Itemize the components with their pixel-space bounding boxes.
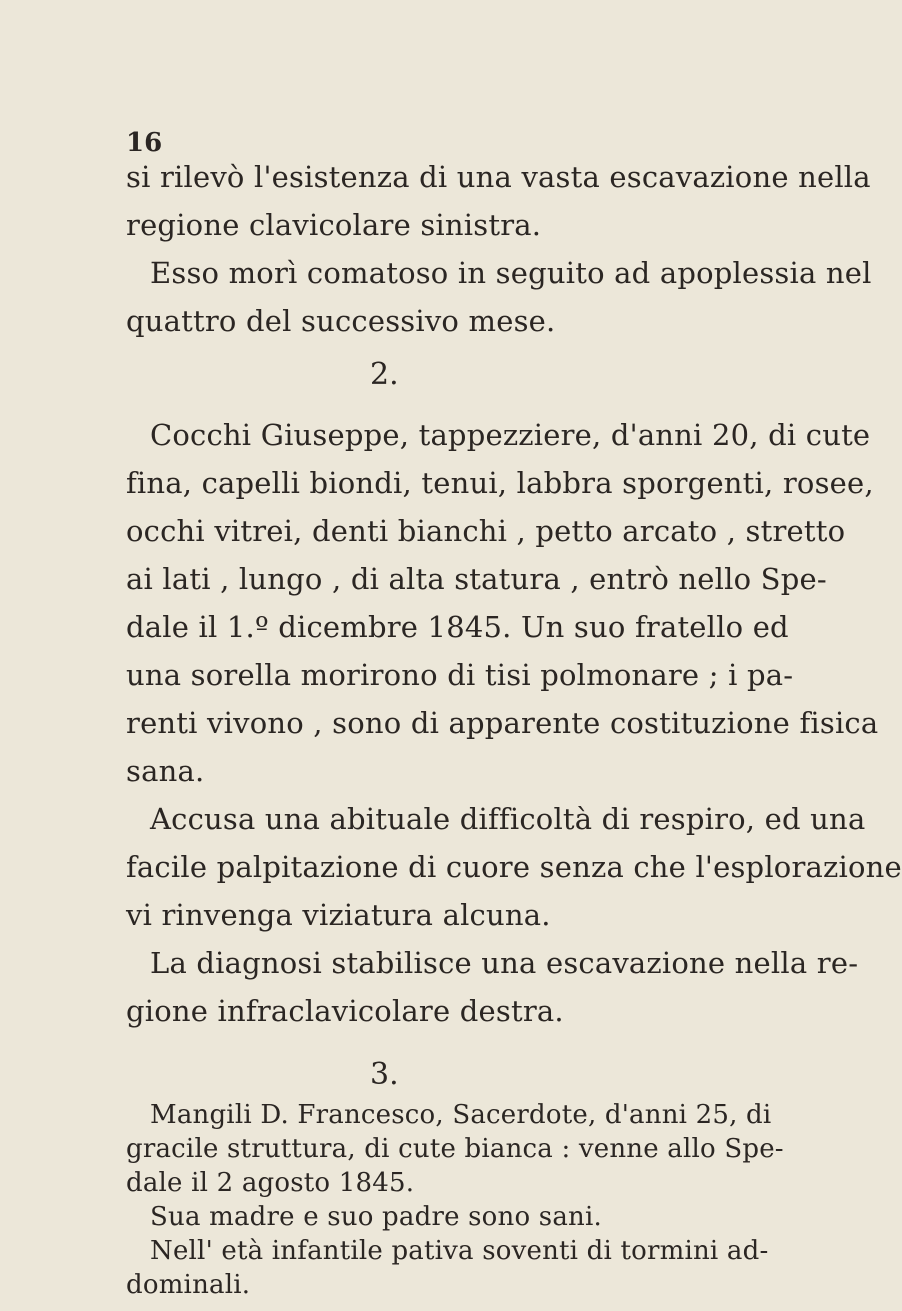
text-line: La diagnosi stabilisce una escavazione nella re- (150, 946, 859, 980)
page-number: 16 (126, 128, 163, 158)
text-line: vi rinvenga viziatura alcuna. (126, 898, 551, 932)
text-line: sana. (126, 754, 205, 788)
text-line: quattro del successivo mese. (126, 304, 556, 338)
case-number: 2. (370, 357, 399, 392)
text-line: fina, capelli biondi, tenui, labbra sporgenti, rosee, (126, 466, 874, 500)
text-line: gracile struttura, di cute bianca : venne allo Spe- (126, 1134, 784, 1164)
text-line: ai lati , lungo , di alta statura , entrò nello Spe- (126, 562, 827, 596)
text-line: facile palpitazione di cuore senza che l'esplorazione (126, 850, 902, 884)
text-line: una sorella morirono di tisi polmonare ; i pa- (126, 658, 794, 692)
text-line: renti vivono , sono di apparente costituzione fisica (126, 706, 879, 740)
case-number: 3. (370, 1057, 399, 1092)
text-line: dale il 1.º dicembre 1845. Un suo fratello ed (126, 610, 789, 644)
text-line: gione infraclavicolare destra. (126, 994, 564, 1028)
text-line: Sua madre e suo padre sono sani. (150, 1202, 602, 1232)
text-line: Esso morì comatoso in seguito ad apoplessia nel (150, 256, 872, 290)
text-line: si rilevò l'esistenza di una vasta escavazione nella (126, 160, 871, 194)
text-line: dominali. (126, 1270, 251, 1300)
text-line: Cocchi Giuseppe, tappezziere, d'anni 20, di cute (150, 418, 871, 452)
text-line: dale il 2 agosto 1845. (126, 1168, 415, 1198)
text-line: Accusa una abituale difficoltà di respiro, ed una (150, 802, 866, 836)
text-line: Mangili D. Francesco, Sacerdote, d'anni 25, di (150, 1100, 772, 1130)
text-line: regione clavicolare sinistra. (126, 208, 542, 242)
text-line: occhi vitrei, denti bianchi , petto arcato , stretto (126, 514, 846, 548)
text-line: Nell' età infantile pativa soventi di tormini ad- (150, 1236, 769, 1266)
